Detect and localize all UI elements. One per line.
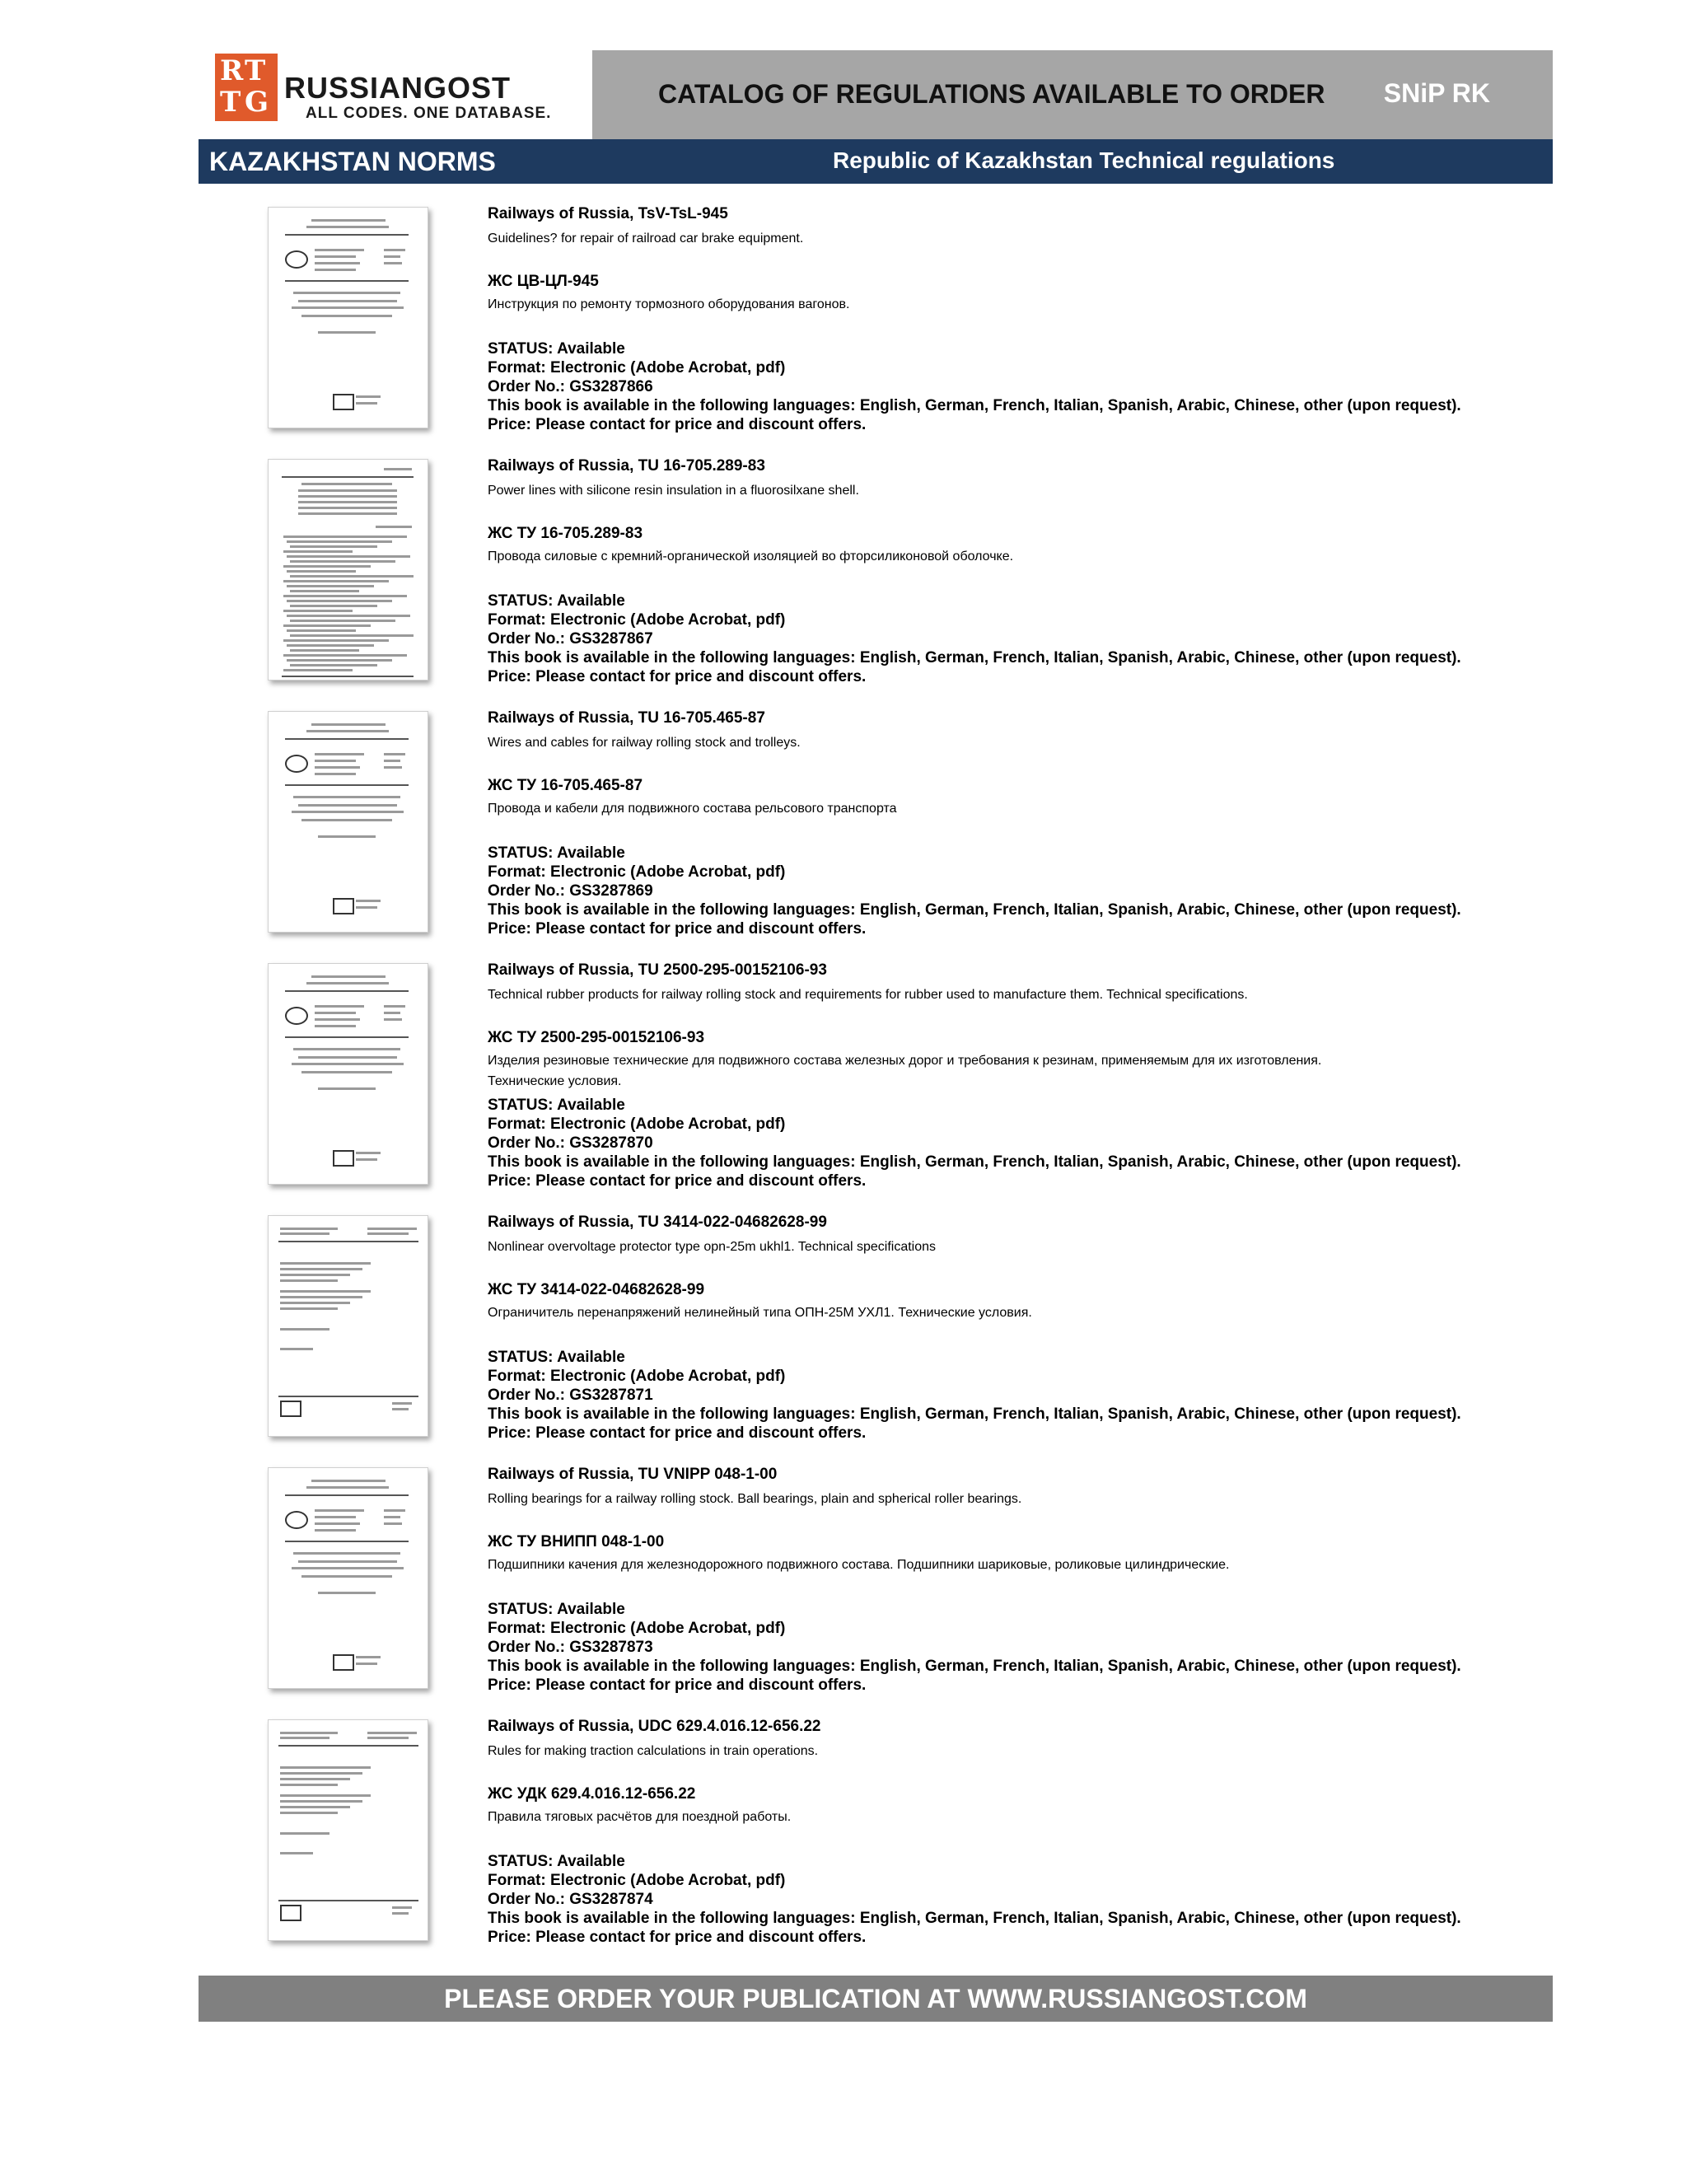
format-text: Format: Electronic (Adobe Acrobat, pdf) — [488, 1620, 786, 1637]
order-number: Order No.: GS3287870 — [488, 1134, 653, 1152]
list-item — [0, 1210, 1687, 1461]
status-text: STATUS: Available — [488, 844, 625, 862]
order-number: Order No.: GS3287869 — [488, 882, 653, 900]
list-item — [0, 454, 1687, 704]
description-ru: Ограничитель перенапряжений нелинейный типа ОПН-25М УХЛ1. Технические условия. — [488, 1306, 1032, 1320]
format-text: Format: Electronic (Adobe Acrobat, pdf) — [488, 1872, 786, 1889]
title-en[interactable]: Railways of Russia, TsV-TsL-945 — [488, 205, 728, 222]
description-en: Nonlinear overvoltage protector type opn-25m ukhl1. Technical specifications — [488, 1240, 937, 1254]
logo-letter: T — [245, 54, 266, 87]
price-text: Price: Please contact for price and discount offers. — [488, 1677, 867, 1694]
catalog-title: CATALOG OF REGULATIONS AVAILABLE TO ORDER — [658, 79, 1325, 109]
title-en[interactable]: Railways of Russia, TU VNIPP 048-1-00 — [488, 1466, 778, 1483]
list-item — [0, 706, 1687, 956]
languages-text: This book is available in the following languages: English, German, French, Italian, Spanish, Arabic, Chinese, other (upon request). — [488, 901, 1461, 919]
status-text: STATUS: Available — [488, 592, 625, 610]
catalog-banner — [592, 50, 1553, 139]
description-en: Guidelines? for repair of railroad car brake equipment. — [488, 231, 804, 246]
document-cover-thumbnail[interactable] — [268, 711, 428, 933]
status-text: STATUS: Available — [488, 1349, 625, 1366]
status-text: STATUS: Available — [488, 1097, 625, 1114]
description-ru: Подшипники качения для железнодорожного подвижного состава. Подшипники шариковые, роликовые цилиндрические. — [488, 1558, 1230, 1572]
list-item — [0, 1462, 1687, 1713]
order-link[interactable]: PLEASE ORDER YOUR PUBLICATION AT WWW.RUSSIANGOST.COM — [444, 1984, 1307, 2013]
status-text: STATUS: Available — [488, 1853, 625, 1870]
document-cover-thumbnail[interactable] — [268, 1719, 428, 1941]
description-ru: Изделия резиновые технические для подвижного состава железных дорог и требования к резинам, применяемым для их изготовления. — [488, 1054, 1322, 1068]
languages-text: This book is available in the following languages: English, German, French, Italian, Spanish, Arabic, Chinese, other (upon request). — [488, 649, 1461, 666]
order-number: Order No.: GS3287874 — [488, 1891, 653, 1908]
description-en: Power lines with silicone resin insulation in a fluorosilxane shell. — [488, 484, 859, 498]
list-item — [0, 958, 1687, 1209]
languages-text: This book is available in the following languages: English, German, French, Italian, Spanish, Arabic, Chinese, other (upon request). — [488, 1405, 1461, 1423]
format-text: Format: Electronic (Adobe Acrobat, pdf) — [488, 1368, 786, 1385]
document-cover-thumbnail[interactable] — [268, 963, 428, 1185]
logo-letter: G — [245, 86, 269, 119]
description-en: Rules for making traction calculations in train operations. — [488, 1744, 819, 1758]
price-text: Price: Please contact for price and discount offers. — [488, 416, 867, 433]
document-cover-thumbnail[interactable] — [268, 1467, 428, 1689]
title-ru[interactable]: ЖС ТУ 3414-022-04682628-99 — [488, 1281, 705, 1298]
format-text: Format: Electronic (Adobe Acrobat, pdf) — [488, 611, 786, 629]
title-en[interactable]: Railways of Russia, TU 3414-022-04682628-99 — [488, 1214, 827, 1231]
languages-text: This book is available in the following languages: English, German, French, Italian, Spanish, Arabic, Chinese, other (upon request). — [488, 1910, 1461, 1927]
description-en: Wires and cables for railway rolling stock and trolleys. — [488, 736, 801, 750]
price-text: Price: Please contact for price and discount offers. — [488, 1424, 867, 1442]
status-text: STATUS: Available — [488, 1601, 625, 1618]
order-number: Order No.: GS3287871 — [488, 1387, 653, 1404]
title-en[interactable]: Railways of Russia, TU 2500-295-00152106-93 — [488, 961, 827, 979]
format-text: Format: Electronic (Adobe Acrobat, pdf) — [488, 1115, 786, 1133]
price-text: Price: Please contact for price and discount offers. — [488, 1929, 867, 1946]
logo[interactable] — [199, 50, 592, 139]
languages-text: This book is available in the following languages: English, German, French, Italian, Spanish, Arabic, Chinese, other (upon request). — [488, 1658, 1461, 1675]
title-en[interactable]: Railways of Russia, TU 16-705.465-87 — [488, 709, 765, 727]
title-ru[interactable]: ЖС ТУ 2500-295-00152106-93 — [488, 1029, 705, 1046]
order-number: Order No.: GS3287873 — [488, 1639, 653, 1656]
title-ru[interactable]: ЖС ТУ ВНИПП 048-1-00 — [488, 1533, 665, 1550]
list-item — [0, 1714, 1687, 1965]
title-ru[interactable]: ЖС ЦВ-ЦЛ-945 — [488, 273, 599, 290]
format-text: Format: Electronic (Adobe Acrobat, pdf) — [488, 863, 786, 881]
languages-text: This book is available in the following languages: English, German, French, Italian, Spanish, Arabic, Chinese, other (upon request). — [488, 1153, 1461, 1171]
logo-mark — [215, 54, 278, 121]
section-subtitle: Republic of Kazakhstan Technical regulations — [833, 147, 1335, 173]
description-ru: Правила тяговых расчётов для поездной работы. — [488, 1810, 792, 1824]
section-title: KAZAKHSTAN NORMS — [209, 147, 496, 176]
list-item — [0, 202, 1687, 452]
description-en: Rolling bearings for a railway rolling stock. Ball bearings, plain and spherical roller bearings. — [488, 1492, 1022, 1506]
title-ru[interactable]: ЖС УДК 629.4.016.12-656.22 — [488, 1785, 696, 1803]
title-en[interactable]: Railways of Russia, UDC 629.4.016.12-656.22 — [488, 1718, 821, 1735]
price-text: Price: Please contact for price and discount offers. — [488, 1172, 867, 1190]
title-en[interactable]: Railways of Russia, TU 16-705.289-83 — [488, 457, 765, 475]
document-cover-thumbnail[interactable] — [268, 459, 428, 680]
series-label: SNiP RK — [1383, 78, 1490, 108]
order-number: Order No.: GS3287867 — [488, 630, 653, 648]
logo-letter: T — [220, 86, 241, 119]
description-ru: Инструкция по ремонту тормозного оборудования вагонов. — [488, 297, 850, 311]
logo-letter: R — [220, 54, 244, 87]
document-cover-thumbnail[interactable] — [268, 207, 428, 428]
title-ru[interactable]: ЖС ТУ 16-705.465-87 — [488, 777, 643, 794]
section-bar — [199, 139, 1553, 184]
languages-text: This book is available in the following languages: English, German, French, Italian, Spanish, Arabic, Chinese, other (upon request). — [488, 397, 1461, 414]
description-ru-continued: Технические условия. — [488, 1074, 622, 1088]
order-banner[interactable] — [199, 1976, 1553, 2022]
document-cover-thumbnail[interactable] — [268, 1215, 428, 1437]
logo-name: RUSSIANGOST — [284, 71, 512, 105]
description-ru: Провода и кабели для подвижного состава рельсового транспорта — [488, 802, 897, 816]
price-text: Price: Please contact for price and discount offers. — [488, 920, 867, 938]
description-en: Technical rubber products for railway rolling stock and requirements for rubber used to manufacture them. Technical specifications. — [488, 988, 1248, 1002]
page-header — [199, 50, 1553, 139]
title-ru[interactable]: ЖС ТУ 16-705.289-83 — [488, 525, 643, 542]
format-text: Format: Electronic (Adobe Acrobat, pdf) — [488, 359, 786, 376]
logo-tagline: ALL CODES. ONE DATABASE. — [306, 105, 552, 122]
order-number: Order No.: GS3287866 — [488, 378, 653, 395]
price-text: Price: Please contact for price and discount offers. — [488, 668, 867, 685]
status-text: STATUS: Available — [488, 340, 625, 358]
description-ru: Провода силовые с кремний-органической изоляцией во фторсиликоновой оболочке. — [488, 550, 1014, 564]
